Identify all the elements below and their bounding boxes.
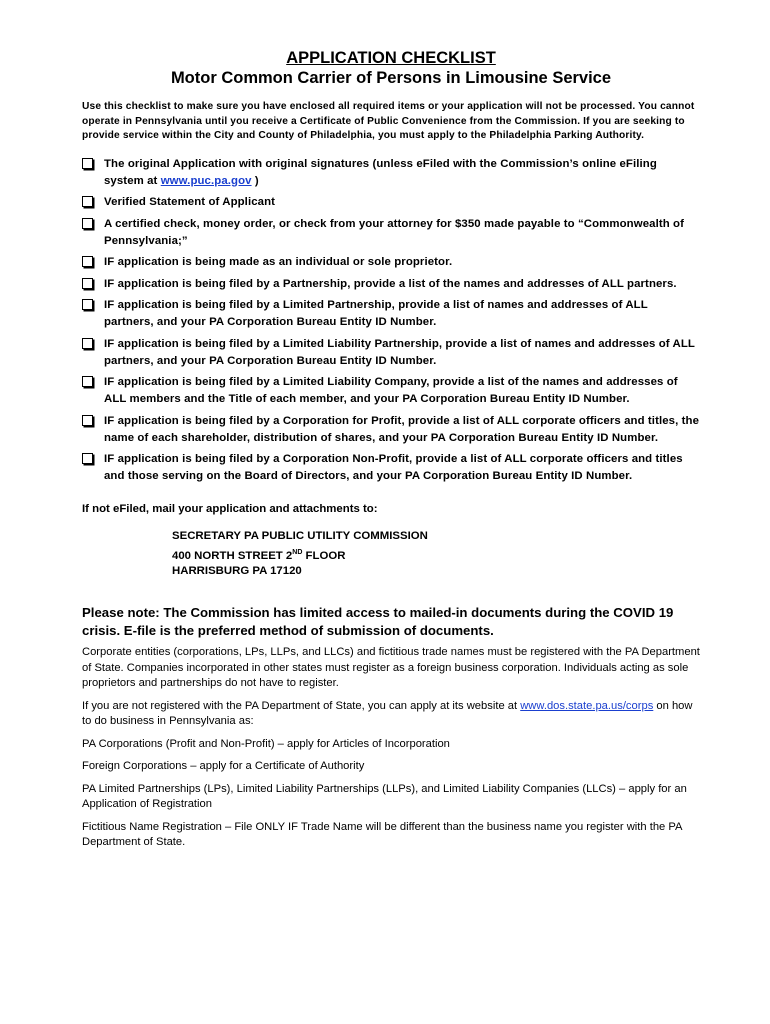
checklist-item-partnership bbox=[82, 276, 700, 293]
dos-text-after: on how to do business in Pennsylvania as: bbox=[82, 699, 693, 728]
checklist-item-sole-proprietor bbox=[82, 254, 700, 271]
checklist-item-llp bbox=[82, 336, 700, 370]
checkbox-icon[interactable] bbox=[82, 158, 93, 169]
checklist-item-original-application bbox=[82, 156, 700, 190]
checklist-item-text: Verified Statement of Applicant bbox=[104, 196, 276, 208]
checkbox-icon[interactable] bbox=[82, 453, 93, 464]
address-line-2 bbox=[172, 545, 700, 564]
checklist bbox=[82, 156, 700, 486]
dos-website-paragraph bbox=[82, 699, 700, 730]
checklist-item-text: IF application is being filed by a Corporation Non-Profit, provide a list of ALL corporate officers and titles and those serving on the Board of Directors, and your PA Corporation Bureau Entity ID Number. bbox=[104, 453, 683, 482]
registration-paragraph: Corporate entities (corporations, LPs, LLPs, and LLCs) and fictitious trade names must be registered with the PA Department of State. Companies incorporated in other states must register as a foreign business corporation. Individuals acting as sole proprietors and partnerships do not have to register. bbox=[82, 646, 700, 690]
checkbox-icon[interactable] bbox=[82, 256, 93, 267]
address-ordinal: ND bbox=[292, 548, 303, 556]
checklist-item-verified-statement bbox=[82, 194, 700, 211]
pa-corporations-paragraph: PA Corporations (Profit and Non-Profit) – apply for Articles of Incorporation bbox=[82, 737, 450, 750]
puc-website-link[interactable]: www.puc.pa.gov bbox=[160, 174, 252, 187]
checklist-item-text: IF application is being filed by a Limited Partnership, provide a list of names and addresses of ALL partners, and your PA Corporation Bureau Entity ID Number. bbox=[104, 299, 648, 328]
checkbox-icon[interactable] bbox=[82, 299, 93, 310]
checklist-item-limited-partnership bbox=[82, 297, 700, 331]
address-line-3: HARRISBURG PA 17120 bbox=[172, 564, 302, 577]
foreign-corporations-paragraph: Foreign Corporations – apply for a Certificate of Authority bbox=[82, 760, 365, 773]
checklist-item-text: A certified check, money order, or check from your attorney for $350 made payable to “Commonwealth of Pennsylvania;” bbox=[104, 217, 684, 247]
checklist-item-text: IF application is being filed by a Partnership, provide a list of the names and addresses of ALL partners. bbox=[104, 277, 677, 290]
checkbox-icon[interactable] bbox=[82, 338, 93, 349]
checklist-item-corporation-profit bbox=[82, 413, 700, 447]
limited-entities-paragraph: PA Limited Partnerships (LPs), Limited Liability Partnerships (LLPs), and Limited Liability Companies (LLCs) – apply for an Application of Registration bbox=[82, 782, 687, 811]
checklist-item-text: The original Application with original signatures (unless eFiled with the Commission’s online eFiling system at bbox=[104, 157, 657, 187]
checklist-item-text: IF application is being filed by a Limited Liability Company, provide a list of the names and addresses of ALL members and the Title of each member, and your PA Corporation Bureau Entity ID Number. bbox=[104, 376, 678, 405]
page-subtitle: Motor Common Carrier of Persons in Limousine Service bbox=[170, 69, 612, 87]
dos-text-before: If you are not registered with the PA Department of State, you can apply at its website at bbox=[82, 699, 521, 712]
checklist-item-payment bbox=[82, 216, 700, 250]
checklist-item-llc bbox=[82, 374, 700, 408]
checklist-item-text: IF application is being made as an individual or sole proprietor. bbox=[104, 256, 453, 268]
checkbox-icon[interactable] bbox=[82, 415, 93, 426]
document-page bbox=[82, 48, 700, 851]
address-street: 400 NORTH STREET 2 bbox=[172, 549, 293, 562]
mail-heading: If not eFiled, mail your application and attachments to: bbox=[82, 503, 378, 515]
checklist-item-text: IF application is being filed by a Limited Liability Partnership, provide a list of names and addresses of ALL partners, and your PA Corporation Bureau Entity ID Number. bbox=[104, 337, 695, 367]
address-floor: FLOOR bbox=[302, 549, 346, 562]
checklist-item-text: IF application is being filed by a Corporation for Profit, provide a list of ALL corporate officers and titles, the name of each shareholder, distribution of shares, and your PA Corporation Bureau Entity ID Number. bbox=[104, 414, 700, 444]
checkbox-icon[interactable] bbox=[82, 376, 93, 387]
covid-note: Please note: The Commission has limited access to mailed-in documents during the COVID 19 crisis. E-file is the preferred method of submission of documents. bbox=[82, 605, 674, 638]
checklist-item-corporation-nonprofit bbox=[82, 451, 700, 485]
mailing-address bbox=[172, 529, 700, 579]
intro-paragraph: Use this checklist to make sure you have enclosed all required items or your application will not be processed. You cannot operate in Pennsylvania until you receive a Certificate of Public Convenience from the Commission. If you are seeking to provide service within the City and County of Philadelphia, you must apply to the Philadelphia Parking Authority. bbox=[82, 101, 695, 141]
checkbox-icon[interactable] bbox=[82, 278, 93, 289]
address-line-1: SECRETARY PA PUBLIC UTILITY COMMISSION bbox=[172, 530, 428, 542]
checklist-item-text-end: ) bbox=[251, 174, 259, 187]
dos-website-link[interactable]: www.dos.state.pa.us/corps bbox=[520, 699, 654, 712]
page-title: APPLICATION CHECKLIST bbox=[286, 49, 496, 67]
checkbox-icon[interactable] bbox=[82, 196, 93, 207]
checkbox-icon[interactable] bbox=[82, 218, 93, 229]
fictitious-name-paragraph: Fictitious Name Registration – File ONLY IF Trade Name will be different than the business name you register with the PA Department of State. bbox=[82, 820, 682, 849]
